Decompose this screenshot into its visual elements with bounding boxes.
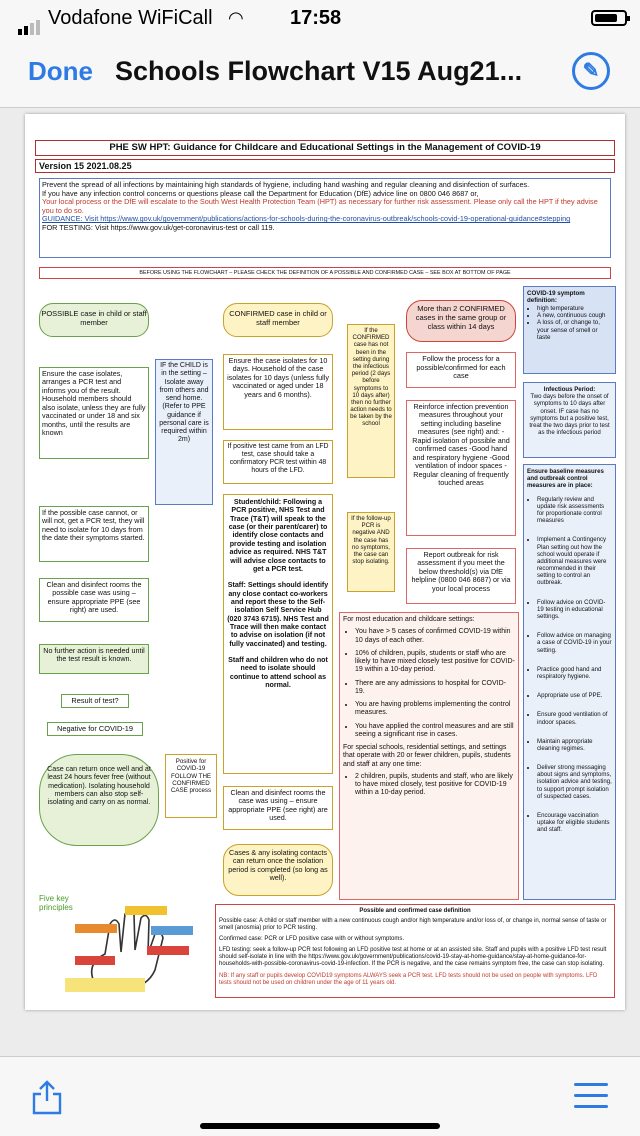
negative-return-box: Case can return once well and at least 24 hours fever free (without medication). Isolating household members can also stop self-isolating and carry on as normal. (39, 754, 159, 846)
def-possible: Possible case: A child or staff member with a new continuous cough and/or high temperature and/or loss of, or change in, normal sense of taste or smell (anosmia) prior to PCR testing. (219, 918, 607, 932)
infectious-body: Two days before the onset of symptoms to 10 days after onset. IF case has no symptoms but a positive test, treat the two days prior to test as the infectious period (529, 393, 610, 437)
baseline-item: • Regularly review and update risk assessments for proportionate control measures (537, 496, 612, 525)
outbreak-report-box: Report outbreak for risk assessment if you meet the below threshold(s) via DfE helpline (0800 046 8687) or via your local process (406, 548, 516, 604)
threshold-item: • You have > 5 cases of confirmed COVID-19 within 10 days of each other. (355, 628, 515, 645)
share-icon[interactable] (30, 1079, 64, 1115)
doc-version: Version 15 2021.08.25 (35, 159, 615, 173)
confirmed-step-2: If positive test came from an LFD test, case should take a confirmatory PCR test within 48 hours of the LFD. (223, 440, 333, 484)
battery-icon (591, 10, 627, 26)
symptom-box (523, 286, 616, 374)
not-in-setting-box: If the CONFIRMED case has not been in the setting during the infectious period (2 days before symptoms to 10 days after) then no further action needs to be taken by the school (347, 324, 395, 478)
student-contacts: Student/child: Following a PCR positive, NHS Test and Trace (T&T) will speak to the case (or their parent/carer) to identify close contacts and provide testing and isolation advice as required. NHS T&T will advise close contacts to get a PCR test. (228, 498, 328, 573)
intro-line-3: Your local process or the DfE will escalate to the South West Health Protection Team (HPT) as necessary for further risk assessment. Please only call the HPT if they advise you to do so. (42, 197, 598, 215)
intro-line-2: If you have any infection control concerns or questions please call the Department for Education (DfE) advice line on 0800 046 8687 or, (42, 188, 479, 198)
baseline-item: • Follow advice on COVID-19 testing in educational settings. (537, 599, 612, 621)
clock: 17:58 (290, 7, 342, 29)
document-title: Schools Flowchart V15 Aug21... (115, 56, 523, 86)
baseline-item: • Ensure good ventilation of indoor spaces. (537, 711, 612, 725)
baseline-item: • Maintain appropriate cleaning regimes. (537, 738, 612, 752)
threshold-item: • 10% of children, pupils, students or staff who are likely to have mixed closely test positive for COVID-19 within a 10-day period. (355, 650, 515, 675)
confirmed-step-1: Ensure the case isolates for 10 days. Household of the case isolates for 10 days (unless fully vaccinated or aged under 18 years and 6 months). (223, 354, 333, 430)
possible-step-4: No further action is needed until the test result is known. (39, 644, 149, 674)
continue-attend: Staff and children who do not need to isolate should continue to attend school as normal. (228, 656, 328, 690)
before-banner: BEFORE USING THE FLOWCHART – PLEASE CHECK THE DEFINITION OF A POSSIBLE AND CONFIRMED CASE – SEE BOX AT BOTTOM OF PAGE (39, 267, 611, 279)
wifi-icon: ◠ (228, 8, 244, 28)
pdf-page (25, 114, 625, 1010)
special-item: • 2 children, pupils, students and staff, who are likely to have mixed closely, test positive for COVID-19 within a 10-day period. (355, 773, 515, 798)
baseline-item: • Encourage vaccination uptake for eligible students and staff. (537, 812, 612, 834)
def-nb: NB: If any staff or pupils develop COVID19 symptoms ALWAYS seek a PCR test. LFD tests should not be used on people with symptoms. LFD tests should not be used on children under the age of 11 years old. (219, 972, 598, 986)
negative-box: Negative for COVID-19 (47, 722, 143, 736)
possible-step-2: If the possible case cannot, or will not, get a PCR test, they will need to isolate for 10 days from the date their symptoms started. (39, 506, 149, 562)
possible-step-1: Ensure the case isolates, arranges a PCR test and informs you of the result. Household members should also isolate, unless they are fully vaccinated or under 18 and six months, until the results are known (39, 367, 149, 459)
infectious-box (523, 382, 616, 458)
confirmed-clean-box: Clean and disinfect rooms the case was using – ensure appropriate PPE (see right) are used. (223, 786, 333, 830)
baseline-item: • Practice good hand and respiratory hygiene. (537, 666, 612, 680)
nav-bar (0, 36, 640, 108)
testing-line[interactable]: FOR TESTING: Visit https://www.gov.uk/get-coronavirus-test or call 119. (42, 223, 275, 233)
carrier-label: Vodafone WiFiCall (48, 7, 213, 29)
definitions-head: Possible and confirmed case definition (359, 908, 471, 914)
outbreak-step-1: Follow the process for a possible/confirmed for each case (406, 352, 516, 388)
doc-heading: PHE SW HPT: Guidance for Childcare and Educational Settings in the Management of COVID-19 (35, 140, 615, 156)
child-isolate-box: IF the CHILD is in the setting – Isolate away from others and send home. (Refer to PPE guidance if personal care is required within 2m) (155, 359, 213, 505)
confirmed-return-box: Cases & any isolating contacts can return once the isolation period is completed (so long as well). (223, 844, 333, 896)
pcr-negative-box: If the follow-up PCR is negative AND the case has no symptoms, the case can stop isolating. (347, 512, 395, 592)
guidance-link[interactable]: GUIDANCE: Visit https://www.gov.uk/government/publications/actions-for-schools-during-the-coronavirus-outbreak/schools-covid-19-operational-guidance#stepping (42, 214, 571, 224)
infectious-head: Infectious Period: (543, 386, 596, 393)
baseline-item: • Follow advice on managing a case of COVID-19 in your setting. (537, 632, 612, 654)
def-confirmed: Confirmed case: PCR or LFD positive case with or without symptoms. (219, 936, 405, 943)
symptom-item: • A loss of, or change to, your sense of smell or taste (537, 319, 612, 341)
threshold-item: • You have applied the control measures and are still seeing a significant rise in cases. (355, 723, 515, 740)
threshold-item: • There are any admissions to hospital for COVID-19. (355, 680, 515, 697)
result-of-test: Result of test? (61, 694, 129, 708)
baseline-head: Ensure baseline measures and outbreak control measures are in place: (527, 468, 604, 490)
staff-contacts: Staff: Settings should identify any close contact co-workers and report these to the Self-isolation Self Service Hub (020 3743 6715). NHS Test and Trace will then make contact to advise on isolation (if not fully vaccinated) and testing. (227, 581, 329, 648)
def-lfd: LFD testing: seek a follow-up PCR test following an LFD positive test at home or at an assisted site. Staff and pupils with a positive LFD test result should self-isolate in line with the https://www.gov.uk/government/publications/covid-19-stay-at-home-guidance/stay-at-home-guidance-for-households-with-possible-coronavirus-covid-19-infection. If the PCR is negative, and the case remains symptom free, the case can stop isolating. (219, 947, 607, 968)
baseline-list (537, 496, 612, 834)
possible-step-3: Clean and disinfect rooms the possible case was using – ensure appropriate PPE (see right) are used. (39, 578, 149, 622)
done-button[interactable]: Done (28, 56, 93, 86)
threshold-item: • You are having problems implementing the control measures. (355, 701, 515, 718)
hand-principles-icon (55, 904, 205, 996)
symptom-head: COVID-19 symptom definition: (527, 290, 585, 305)
possible-case-box: POSSIBLE case in child or staff member (39, 303, 149, 337)
status-bar (0, 0, 640, 36)
document-viewer[interactable] (0, 108, 640, 1056)
baseline-item: • Deliver strong messaging about signs and symptoms, isolation advice and testing, to support prompt isolation of suspected cases. (537, 764, 612, 800)
home-indicator (200, 1123, 440, 1129)
confirmed-contacts-box (223, 494, 333, 774)
positive-follow-box: Positive for COVID-19 FOLLOW THE CONFIRMED CASE process (165, 754, 217, 818)
symptom-item: • high temperature (537, 305, 612, 312)
threshold-box (339, 612, 519, 900)
intro-line-1: Prevent the spread of all infections by maintaining high standards of hygiene, including hand washing and regular cleaning and disinfection of surfaces. (42, 180, 530, 189)
five-principles-label: Five key principles (39, 894, 73, 913)
special-schools: For special schools, residential settings, and settings that operate with 20 or fewer children, pupils, students and staff at any one time: (343, 744, 511, 768)
definitions-box (215, 904, 615, 998)
signal-icon (18, 12, 42, 35)
bottom-toolbar (0, 1056, 640, 1136)
confirmed-case-box: CONFIRMED case in child or staff member (223, 303, 333, 337)
symptom-item: • A new, continuous cough (537, 312, 612, 319)
baseline-item: • Appropriate use of PPE. (537, 692, 612, 699)
outbreak-step-2: Reinforce infection prevention measures throughout your setting including baseline measures (see right) and: - Rapid isolation of possible and confirmed cases -Good hand and respiratory hygiene -Good ventilation of indoor spaces -Regular cleaning of frequently touched areas (406, 400, 516, 536)
markup-pen-icon[interactable]: ✎ (572, 52, 610, 90)
threshold-head: For most education and childcare settings: (343, 616, 475, 623)
list-icon[interactable] (574, 1083, 608, 1111)
intro-box (39, 178, 611, 258)
baseline-item: • Implement a Contingency Plan setting out how the school would operate if additional measures were recommended in their setting to control an outbreak. (537, 536, 612, 586)
threshold-list (355, 628, 515, 739)
more-than-2-box: More than 2 CONFIRMED cases in the same group or class within 14 days (406, 300, 516, 342)
baseline-box (523, 464, 616, 900)
